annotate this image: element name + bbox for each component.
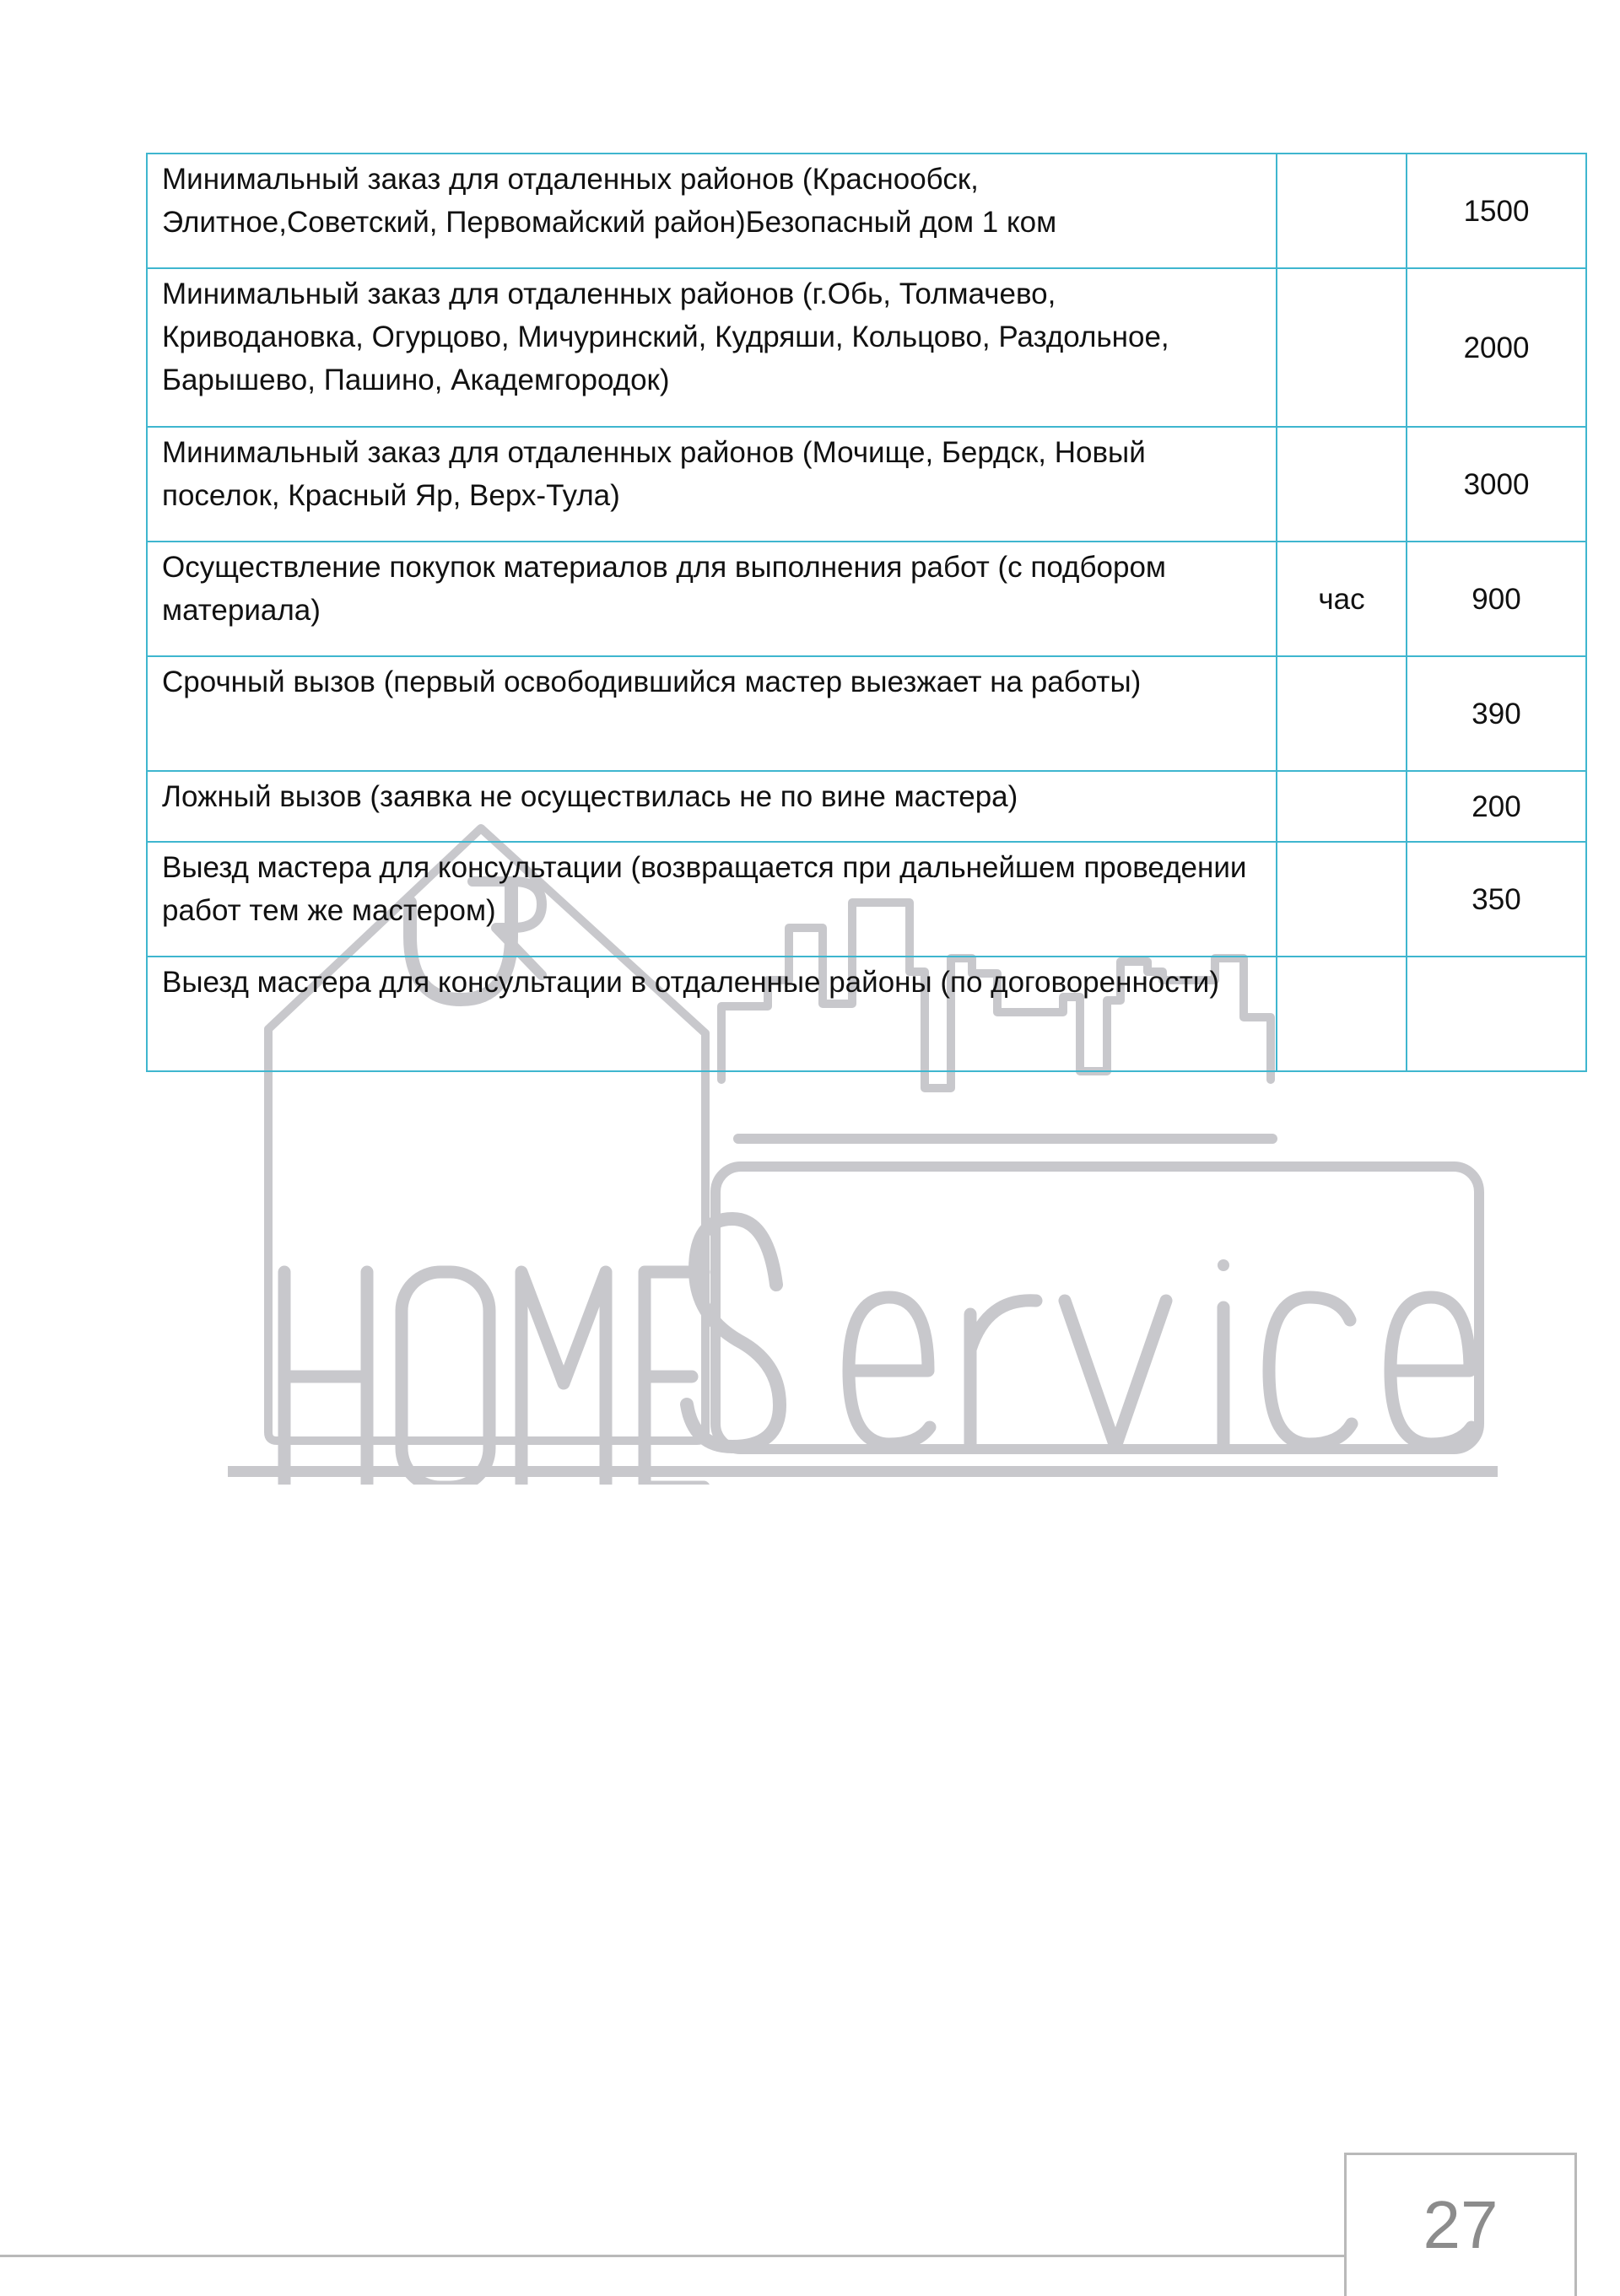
service-unit: [1277, 842, 1407, 957]
service-unit: [1277, 957, 1407, 1071]
service-price: [1407, 957, 1586, 1071]
service-description: Выезд мастера для консультации в отдаленные районы (по договоренности): [147, 957, 1277, 1071]
service-price: 3000: [1407, 427, 1586, 542]
service-unit: час: [1277, 542, 1407, 656]
service-unit: [1277, 427, 1407, 542]
service-description: Срочный вызов (первый освободившийся мастер выезжает на работы): [147, 656, 1277, 771]
table-row: [147, 842, 1586, 957]
service-price: 200: [1407, 771, 1586, 842]
service-unit: [1277, 268, 1407, 427]
service-price: 2000: [1407, 268, 1586, 427]
service-price: 1500: [1407, 154, 1586, 268]
table-row: [147, 268, 1586, 427]
service-description: Минимальный заказ для отдаленных районов (Мочище, Бердск, Новый поселок, Красный Яр, Верх-Тула): [147, 427, 1277, 542]
service-price: 390: [1407, 656, 1586, 771]
table-row: [147, 154, 1586, 268]
service-price: 350: [1407, 842, 1586, 957]
price-table: [146, 153, 1587, 1072]
table-row: [147, 427, 1586, 542]
service-description: Осуществление покупок материалов для выполнения работ (с подбором материала): [147, 542, 1277, 656]
table-row: [147, 542, 1586, 656]
page-number-box: [1344, 2153, 1577, 2296]
service-unit: [1277, 656, 1407, 771]
service-description: Ложный вызов (заявка не осуществилась не по вине мастера): [147, 771, 1277, 842]
service-description: Минимальный заказ для отдаленных районов (Краснообск, Элитное,Советский, Первомайский район)Безопасный дом 1 ком: [147, 154, 1277, 268]
table-row: [147, 656, 1586, 771]
service-unit: [1277, 771, 1407, 842]
service-description: Минимальный заказ для отдаленных районов (г.Обь, Толмачево, Криводановка, Огурцово, Мичуринский, Кудряши, Кольцово, Раздольное, Барышево, Пашино, Академгородок): [147, 268, 1277, 427]
service-description: Выезд мастера для консультации (возвращается при дальнейшем проведении работ тем же мастером): [147, 842, 1277, 957]
service-price: 900: [1407, 542, 1586, 656]
page-number: 27: [1423, 2187, 1498, 2262]
service-unit: [1277, 154, 1407, 268]
table-row: [147, 957, 1586, 1071]
footer-divider: [0, 2255, 1344, 2257]
table-row: [147, 771, 1586, 842]
